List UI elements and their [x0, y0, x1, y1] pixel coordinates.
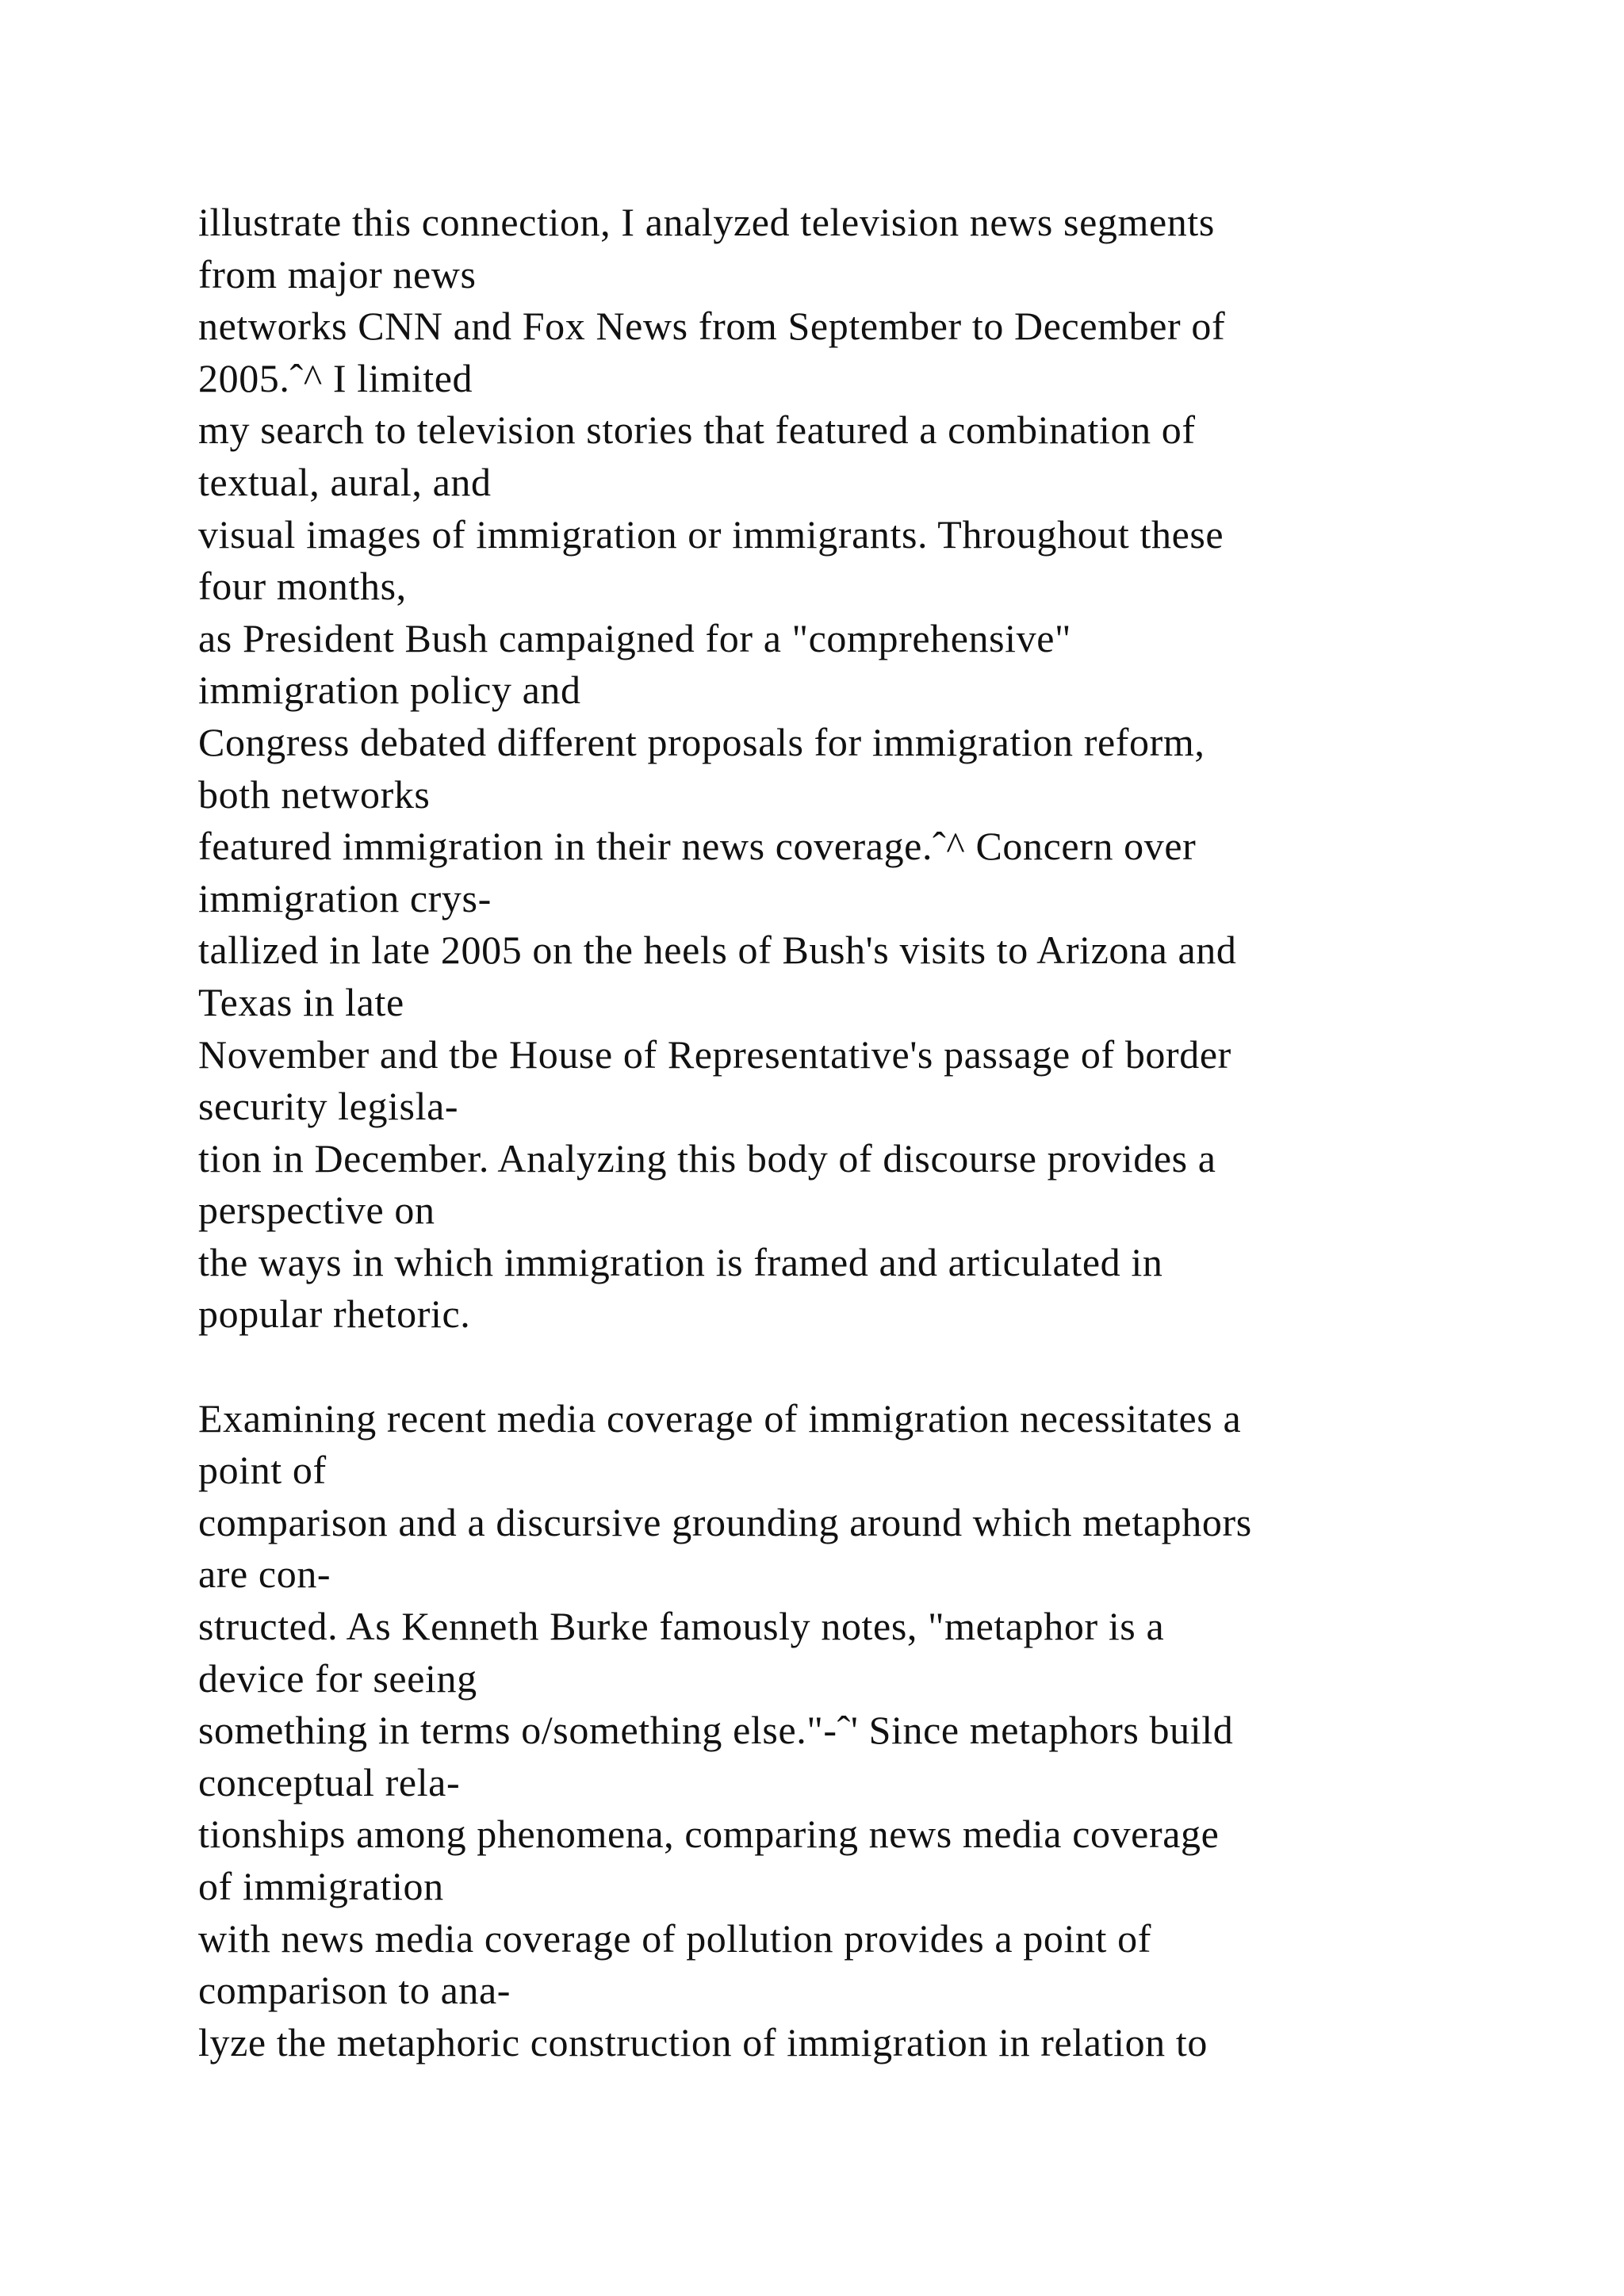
text-line: security legisla-: [198, 1084, 459, 1129]
text-line: illustrate this connection, I analyzed television news segments: [198, 200, 1215, 244]
body-text: [198, 197, 1562, 2068]
text-line: tallized in late 2005 on the heels of Bush's visits to Arizona and: [198, 928, 1237, 973]
text-line: 2005.ˆ^ I limited: [198, 355, 473, 400]
text-line: popular rhetoric.: [198, 1292, 471, 1337]
text-line: device for seeing: [198, 1655, 477, 1701]
text-line: immigration crys-: [198, 875, 492, 920]
text-line: comparison to ana-: [198, 1968, 511, 2013]
text-line: lyze the metaphoric construction of immigration in relation to: [198, 2019, 1208, 2064]
text-line: from major news: [198, 251, 477, 297]
text-line: four months,: [198, 564, 407, 609]
text-line: point of: [198, 1448, 327, 1493]
text-line: textual, aural, and: [198, 459, 492, 504]
text-line: my search to television stories that featured a combination of: [198, 408, 1196, 453]
text-line: of immigration: [198, 1864, 444, 1908]
text-line: featured immigration in their news coverage.ˆ^ Concern over: [198, 824, 1197, 869]
text-line: the ways in which immigration is framed and articulated in: [198, 1239, 1163, 1284]
paragraph-gap: [198, 1341, 1562, 1393]
text-line: November and tbe House of Representative's passage of border: [198, 1031, 1231, 1077]
text-line: are con-: [198, 1552, 331, 1597]
text-line: structed. As Kenneth Burke famously notes, "metaphor is a: [198, 1604, 1165, 1649]
text-line: perspective on: [198, 1188, 435, 1233]
text-line: tion in December. Analyzing this body of discourse provides a: [198, 1135, 1216, 1181]
text-line: with news media coverage of pollution provides a point of: [198, 1915, 1151, 1961]
text-line: immigration policy and: [198, 668, 581, 713]
text-line: tionships among phenomena, comparing news media coverage: [198, 1812, 1220, 1857]
text-line: Congress debated different proposals for immigration reform,: [198, 719, 1205, 764]
text-line: conceptual rela-: [198, 1759, 461, 1804]
text-line: something in terms o/something else."-ˆ' Since metaphors build: [198, 1708, 1234, 1753]
text-line: visual images of immigration or immigrants. Throughout these: [198, 511, 1224, 557]
paragraph-2: [198, 1393, 1562, 2069]
paragraph-1: [198, 197, 1562, 1341]
text-line: Examining recent media coverage of immigration necessitates a: [198, 1395, 1242, 1441]
text-line: networks CNN and Fox News from September to December of: [198, 304, 1226, 349]
text-line: comparison and a discursive grounding around which metaphors: [198, 1499, 1252, 1544]
text-line: both networks: [198, 771, 431, 817]
text-line: as President Bush campaigned for a "comprehensive": [198, 615, 1072, 660]
text-line: Texas in late: [198, 979, 404, 1024]
